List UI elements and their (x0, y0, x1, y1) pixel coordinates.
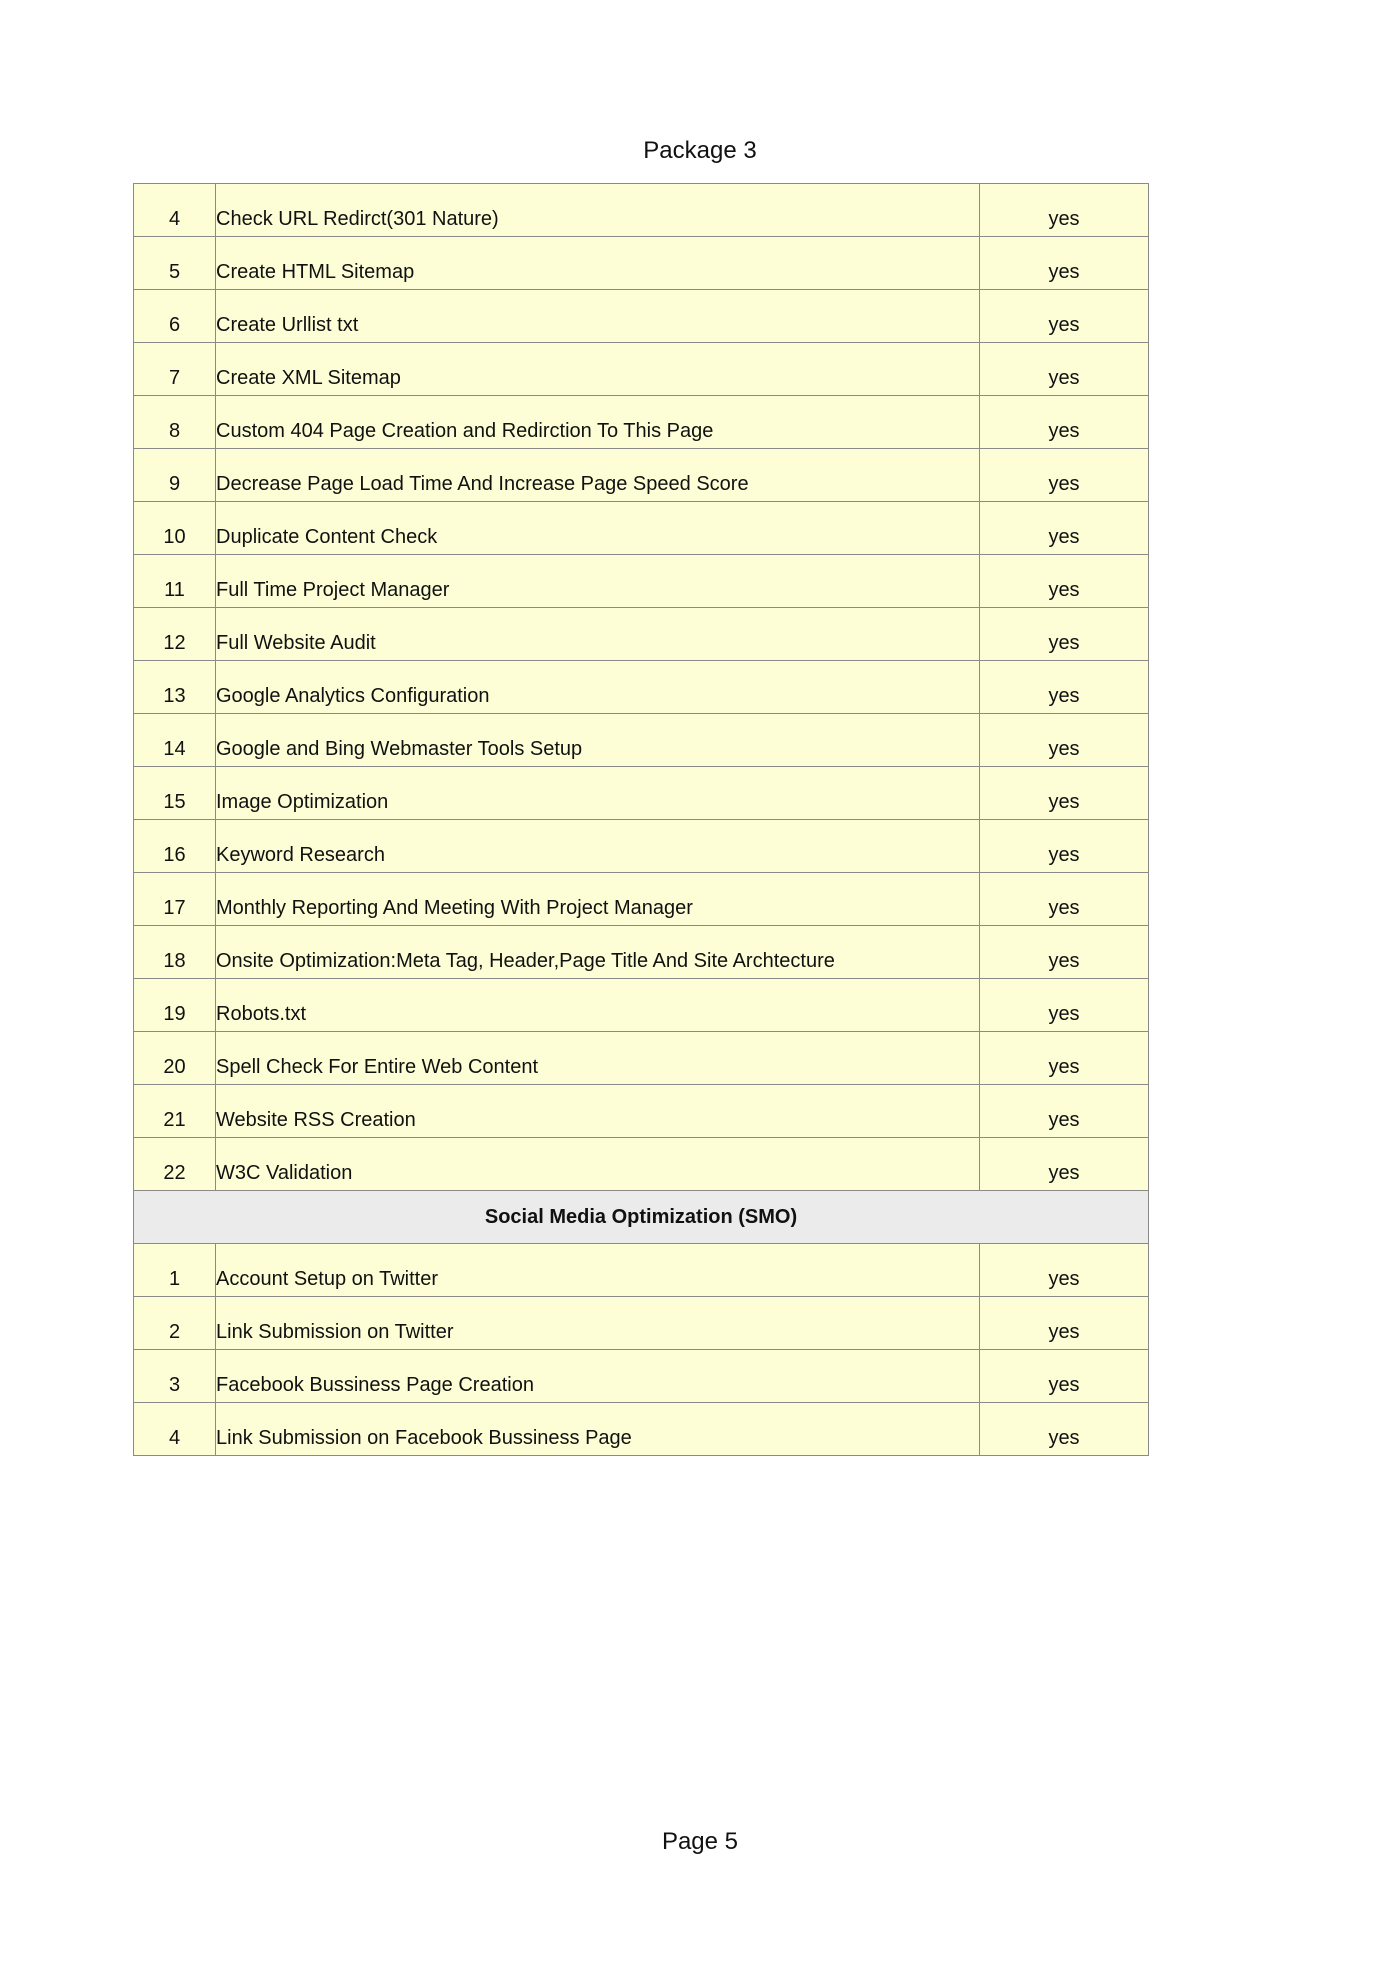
feature-name: Account Setup on Twitter (216, 1244, 980, 1297)
table-row (134, 1403, 1149, 1456)
page-title: Package 3 (643, 137, 757, 164)
feature-value: yes (980, 714, 1149, 767)
feature-value: yes (980, 1350, 1149, 1403)
feature-value: yes (980, 820, 1149, 873)
feature-value: yes (980, 290, 1149, 343)
feature-value: yes (980, 979, 1149, 1032)
row-number: 16 (134, 820, 216, 873)
row-number: 13 (134, 661, 216, 714)
table-row (134, 661, 1149, 714)
page-number: Page 5 (661, 1828, 739, 1855)
table-row (134, 1297, 1149, 1350)
table-row (134, 290, 1149, 343)
feature-value: yes (980, 396, 1149, 449)
table-row (134, 979, 1149, 1032)
feature-value: yes (980, 926, 1149, 979)
row-number: 22 (134, 1138, 216, 1191)
row-number: 20 (134, 1032, 216, 1085)
table-body (134, 184, 1149, 1456)
feature-name: Create HTML Sitemap (216, 237, 980, 290)
feature-name: Check URL Redirct(301 Nature) (216, 184, 980, 237)
table-row (134, 1350, 1149, 1403)
row-number: 14 (134, 714, 216, 767)
section-header-row (134, 1191, 1149, 1244)
feature-value: yes (980, 767, 1149, 820)
feature-name: Google Analytics Configuration (216, 661, 980, 714)
feature-name: Full Time Project Manager (216, 555, 980, 608)
feature-value: yes (980, 1085, 1149, 1138)
table-row (134, 1085, 1149, 1138)
feature-value: yes (980, 661, 1149, 714)
feature-name: Create Urllist txt (216, 290, 980, 343)
feature-name: W3C Validation (216, 1138, 980, 1191)
row-number: 4 (134, 1403, 216, 1456)
row-number: 7 (134, 343, 216, 396)
row-number: 12 (134, 608, 216, 661)
row-number: 6 (134, 290, 216, 343)
section-title: Social Media Optimization (SMO) (134, 1191, 1149, 1244)
feature-name: Monthly Reporting And Meeting With Project Manager (216, 873, 980, 926)
row-number: 17 (134, 873, 216, 926)
feature-name: Link Submission on Facebook Bussiness Page (216, 1403, 980, 1456)
row-number: 19 (134, 979, 216, 1032)
feature-value: yes (980, 343, 1149, 396)
feature-value: yes (980, 555, 1149, 608)
feature-name: Google and Bing Webmaster Tools Setup (216, 714, 980, 767)
feature-value: yes (980, 1244, 1149, 1297)
row-number: 1 (134, 1244, 216, 1297)
package-feature-table (133, 183, 1149, 1456)
feature-name: Onsite Optimization:Meta Tag, Header,Page Title And Site Archtecture (216, 926, 980, 979)
row-number: 4 (134, 184, 216, 237)
feature-value: yes (980, 873, 1149, 926)
row-number: 21 (134, 1085, 216, 1138)
table-row (134, 608, 1149, 661)
table-row (134, 1032, 1149, 1085)
feature-name: Facebook Bussiness Page Creation (216, 1350, 980, 1403)
feature-name: Decrease Page Load Time And Increase Page Speed Score (216, 449, 980, 502)
table-row (134, 449, 1149, 502)
feature-value: yes (980, 502, 1149, 555)
feature-value: yes (980, 608, 1149, 661)
row-number: 15 (134, 767, 216, 820)
feature-value: yes (980, 1138, 1149, 1191)
feature-name: Duplicate Content Check (216, 502, 980, 555)
feature-value: yes (980, 449, 1149, 502)
row-number: 18 (134, 926, 216, 979)
table-row (134, 714, 1149, 767)
feature-name: Website RSS Creation (216, 1085, 980, 1138)
row-number: 5 (134, 237, 216, 290)
feature-value: yes (980, 184, 1149, 237)
feature-value: yes (980, 1297, 1149, 1350)
table-row (134, 1138, 1149, 1191)
table-row (134, 502, 1149, 555)
feature-name: Keyword Research (216, 820, 980, 873)
feature-value: yes (980, 1403, 1149, 1456)
feature-name: Custom 404 Page Creation and Redirction To This Page (216, 396, 980, 449)
table-row (134, 237, 1149, 290)
feature-value: yes (980, 1032, 1149, 1085)
table-row (134, 926, 1149, 979)
table-row (134, 184, 1149, 237)
row-number: 3 (134, 1350, 216, 1403)
table-row (134, 555, 1149, 608)
feature-name: Image Optimization (216, 767, 980, 820)
feature-name: Link Submission on Twitter (216, 1297, 980, 1350)
feature-name: Full Website Audit (216, 608, 980, 661)
table-row (134, 1244, 1149, 1297)
row-number: 11 (134, 555, 216, 608)
feature-name: Robots.txt (216, 979, 980, 1032)
table-row (134, 873, 1149, 926)
row-number: 8 (134, 396, 216, 449)
row-number: 2 (134, 1297, 216, 1350)
feature-value: yes (980, 237, 1149, 290)
table-row (134, 396, 1149, 449)
table-row (134, 767, 1149, 820)
row-number: 10 (134, 502, 216, 555)
row-number: 9 (134, 449, 216, 502)
table-row (134, 820, 1149, 873)
table-row (134, 343, 1149, 396)
feature-name: Spell Check For Entire Web Content (216, 1032, 980, 1085)
feature-name: Create XML Sitemap (216, 343, 980, 396)
